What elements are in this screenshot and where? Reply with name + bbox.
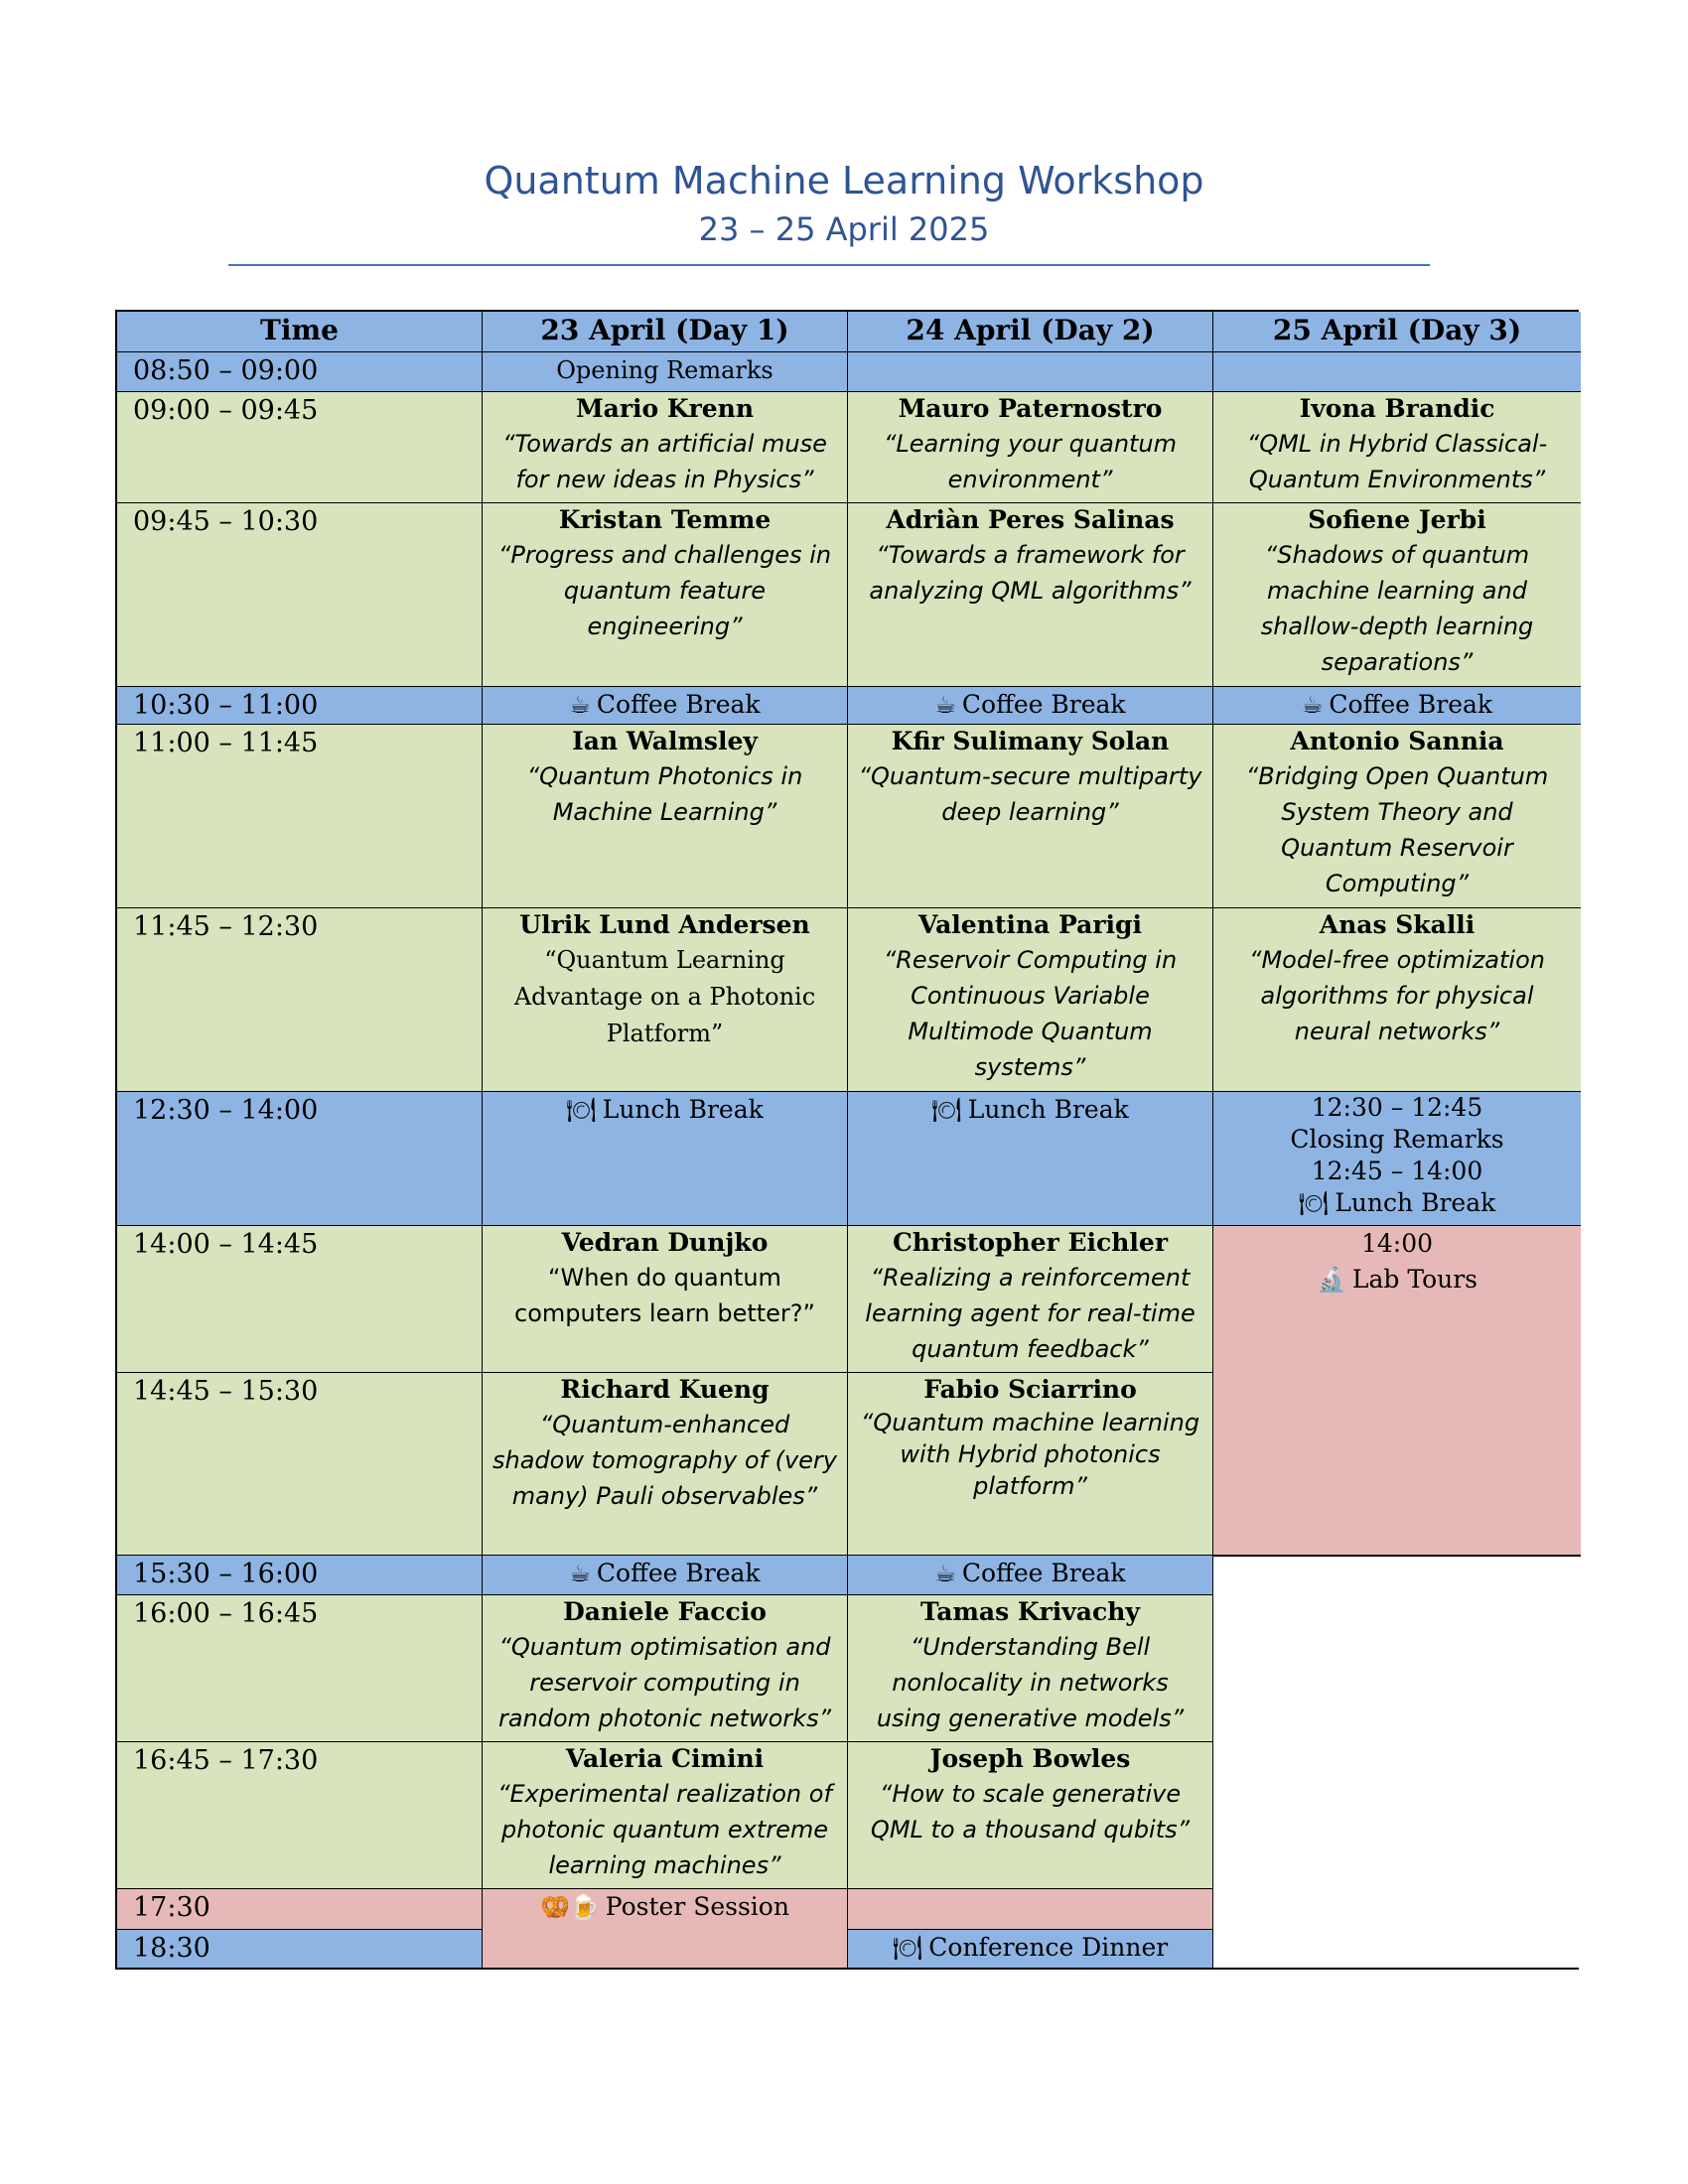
opening-remarks-cell: Opening Remarks (483, 352, 848, 392)
closing-lunch-cell (1213, 1092, 1581, 1226)
plate-cutlery-icon: 🍽 (931, 1096, 962, 1124)
coffee-break-label: Coffee Break (596, 1559, 761, 1587)
plate-cutlery-icon: 🍽 (892, 1934, 923, 1962)
talk-cell (1213, 392, 1581, 503)
talk-title: “How to scale generative QML to a thousand qubits” (870, 1780, 1191, 1843)
talk-cell (1213, 908, 1581, 1092)
talk-title: “Experimental realization of photonic quantum extreme learning machines” (497, 1780, 832, 1879)
pretzel-beer-icon: 🥨🍺 (540, 1893, 600, 1921)
speaker-name: Vedran Dunjko (561, 1228, 769, 1257)
talk-title: “Shadows of quantum machine learning and shallow-depth learning separations” (1260, 541, 1534, 676)
microscope-icon: 🔬 (1316, 1266, 1346, 1294)
empty-cell (1213, 352, 1581, 392)
lab-tours-label: Lab Tours (1351, 1265, 1477, 1294)
col-header-day2: 24 April (Day 2) (848, 312, 1213, 352)
talk-cell (848, 1742, 1213, 1889)
time-cell: 09:45 – 10:30 (117, 503, 483, 687)
talk-title: “Towards a framework for analyzing QML algorithms” (869, 541, 1192, 605)
lab-tours-cell (1213, 1226, 1581, 1556)
talk-title: “Progress and challenges in quantum feature engineering” (497, 541, 832, 640)
speaker-name: Kristan Temme (558, 505, 772, 534)
page-title: Quantum Machine Learning Workshop (484, 159, 1204, 203)
speaker-name: Valeria Cimini (565, 1744, 765, 1773)
coffee-break-cell (483, 687, 848, 725)
speaker-name: Mauro Paternostro (898, 394, 1163, 423)
lunch-break-label: Lunch Break (1335, 1188, 1496, 1217)
talk-cell (483, 1226, 848, 1373)
talk-cell (848, 908, 1213, 1092)
speaker-name: Adriàn Peres Salinas (886, 505, 1175, 534)
talk-cell (1213, 725, 1581, 908)
talk-cell (848, 392, 1213, 503)
speaker-name: Kfir Sulimany Solan (891, 727, 1170, 755)
speaker-name: Anas Skalli (1319, 910, 1476, 939)
speaker-name: Joseph Bowles (929, 1744, 1131, 1773)
empty-cell (848, 352, 1213, 392)
speaker-name: Sofiene Jerbi (1308, 505, 1486, 534)
talk-cell (483, 1595, 848, 1742)
speaker-name: Antonio Sannia (1290, 727, 1504, 755)
coffee-break-label: Coffee Break (1329, 690, 1493, 719)
coffee-break-label: Coffee Break (961, 690, 1126, 719)
talk-title: “Bridging Open Quantum System Theory and Quantum Reservoir Computing” (1245, 762, 1549, 897)
lunch-time: 12:45 – 14:00 (1311, 1157, 1483, 1185)
time-cell: 14:45 – 15:30 (117, 1373, 483, 1556)
time-cell: 15:30 – 16:00 (117, 1556, 483, 1595)
talk-cell (848, 1373, 1213, 1556)
speaker-name: Tamas Krivachy (920, 1597, 1140, 1626)
conference-dinner-cell (848, 1930, 1213, 1968)
speaker-name: Ivona Brandic (1299, 394, 1495, 423)
talk-title: “Quantum optimisation and reservoir computing in random photonic networks” (497, 1633, 832, 1732)
empty-cell (848, 1889, 1213, 1930)
time-cell: 10:30 – 11:00 (117, 687, 483, 725)
time-cell: 11:00 – 11:45 (117, 725, 483, 908)
coffee-break-label: Coffee Break (596, 690, 761, 719)
poster-session-label: Poster Session (605, 1892, 789, 1921)
coffee-cup-icon: ☕ (934, 691, 956, 719)
talk-cell (848, 725, 1213, 908)
talk-title: “Quantum-secure multiparty deep learning” (858, 762, 1202, 826)
speaker-name: Fabio Sciarrino (923, 1375, 1137, 1404)
time-cell: 08:50 – 09:00 (117, 352, 483, 392)
talk-cell (483, 908, 848, 1092)
col-header-day1: 23 April (Day 1) (483, 312, 848, 352)
lunch-break-cell (483, 1092, 848, 1226)
coffee-break-cell (483, 1556, 848, 1595)
empty-cell (1213, 1556, 1581, 1968)
lunch-break-label: Lunch Break (602, 1095, 764, 1124)
time-cell: 09:00 – 09:45 (117, 392, 483, 503)
time-cell: 16:45 – 17:30 (117, 1742, 483, 1889)
time-cell: 11:45 – 12:30 (117, 908, 483, 1092)
col-header-day3: 25 April (Day 3) (1213, 312, 1581, 352)
coffee-cup-icon: ☕ (934, 1560, 956, 1587)
talk-title: “When do quantum computers learn better?” (514, 1264, 815, 1327)
talk-cell (848, 1595, 1213, 1742)
talk-title: “Quantum Photonics in Machine Learning” (526, 762, 803, 826)
speaker-name: Daniele Faccio (563, 1597, 767, 1626)
talk-title: “Towards an artificial muse for new ideas in Physics” (502, 430, 827, 493)
header-divider (228, 264, 1430, 266)
talk-cell (483, 392, 848, 503)
speaker-name: Mario Krenn (575, 394, 755, 423)
col-header-time: Time (117, 312, 483, 352)
time-cell: 17:30 (117, 1889, 483, 1930)
speaker-name: Christopher Eichler (892, 1228, 1168, 1257)
time-cell: 18:30 (117, 1930, 483, 1968)
talk-cell (483, 1742, 848, 1889)
plate-cutlery-icon: 🍽 (1298, 1189, 1330, 1217)
talk-title: “Reservoir Computing in Continuous Variable Multimode Quantum systems” (883, 946, 1178, 1081)
time-cell: 14:00 – 14:45 (117, 1226, 483, 1373)
talk-cell (848, 503, 1213, 687)
talk-title: “Learning your quantum environment” (883, 430, 1178, 493)
talk-title: “Quantum-enhanced shadow tomography of (very many) Pauli observables” (492, 1411, 838, 1510)
talk-title: “Quantum machine learning with Hybrid photonics platform” (860, 1409, 1200, 1500)
closing-time: 12:30 – 12:45 (1311, 1093, 1483, 1122)
talk-cell (848, 1226, 1213, 1373)
plate-cutlery-icon: 🍽 (566, 1096, 597, 1124)
time-cell: 12:30 – 14:00 (117, 1092, 483, 1226)
coffee-cup-icon: ☕ (569, 1560, 591, 1587)
speaker-name: Valentina Parigi (918, 910, 1142, 939)
poster-session-cell (483, 1889, 848, 1968)
speaker-name: Richard Kueng (560, 1375, 770, 1404)
talk-title: “Quantum Learning Advantage on a Photonic Platform” (513, 946, 816, 1047)
conference-dinner-label: Conference Dinner (928, 1933, 1169, 1962)
page-dates: 23 – 25 April 2025 (698, 210, 990, 248)
speaker-name: Ulrik Lund Andersen (519, 910, 810, 939)
talk-cell (483, 725, 848, 908)
coffee-cup-icon: ☕ (569, 691, 591, 719)
lunch-break-label: Lunch Break (967, 1095, 1129, 1124)
talk-cell (483, 503, 848, 687)
coffee-cup-icon: ☕ (1301, 691, 1324, 719)
coffee-break-cell (848, 1556, 1213, 1595)
coffee-break-cell (848, 687, 1213, 725)
talk-title: “Understanding Bell nonlocality in networks using generative models” (876, 1633, 1185, 1732)
lab-tours-time: 14:00 (1360, 1229, 1434, 1258)
talk-cell (483, 1373, 848, 1556)
talk-title: “Model-free optimization algorithms for physical neural networks” (1249, 946, 1545, 1045)
coffee-break-label: Coffee Break (961, 1559, 1126, 1587)
closing-remarks-label: Closing Remarks (1290, 1125, 1504, 1154)
talk-title: “QML in Hybrid Classical-Quantum Environments” (1246, 430, 1548, 493)
time-cell: 16:00 – 16:45 (117, 1595, 483, 1742)
speaker-name: Ian Walmsley (572, 727, 758, 755)
coffee-break-cell (1213, 687, 1581, 725)
schedule-table (115, 310, 1579, 1970)
lunch-break-cell (848, 1092, 1213, 1226)
talk-cell (1213, 503, 1581, 687)
talk-title: “Realizing a reinforcement learning agent for real-time quantum feedback” (865, 1264, 1196, 1363)
